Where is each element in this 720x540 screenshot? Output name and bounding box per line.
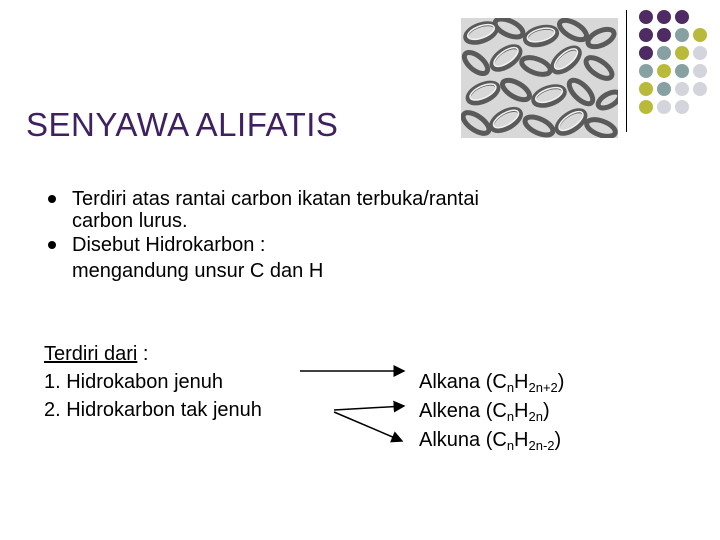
bullet-text-line: carbon lurus. [72,210,188,232]
divider-line [626,10,627,132]
compound-list [419,368,564,455]
bullet-dot-icon [48,241,56,249]
classification-heading [44,340,262,368]
bullet-text-line: mengandung unsur C dan H [72,260,324,282]
heading-suffix: : [137,343,149,365]
compound-alkuna: Alkuna $(C_nH_{2n-2})$ [419,429,562,453]
classification-item-1: 1. Hidrokabon jenuh [44,371,224,393]
arrow-takjenuh-to-alkena [334,406,404,410]
decorative-dots [636,8,720,118]
bullet-dot-icon [48,195,56,203]
bullet-item [48,188,648,232]
classification-list [44,340,262,424]
classification-item-2: 2. Hidrokarbon tak jenuh [44,399,262,421]
bullet-item [48,234,648,286]
bullet-text-line: Terdiri atas rantai carbon ikatan terbuka/rantai [72,188,479,210]
heading-underlined: Terdiri dari [44,343,138,365]
bullet-text-line: Disebut Hidrokarbon : [72,234,266,256]
arrow-takjenuh-to-alkuna [334,412,402,441]
slide-title: SENYAWA ALIFATIS [26,106,339,143]
compound-alkana: Alkana $(C_nH_{2n+2})$ [419,371,565,395]
chain-photo [461,18,618,138]
dot-grid [639,10,707,114]
compound-alkena: Alkena $(C_nH_{2n})$ [419,400,550,424]
bullet-list [48,188,648,288]
